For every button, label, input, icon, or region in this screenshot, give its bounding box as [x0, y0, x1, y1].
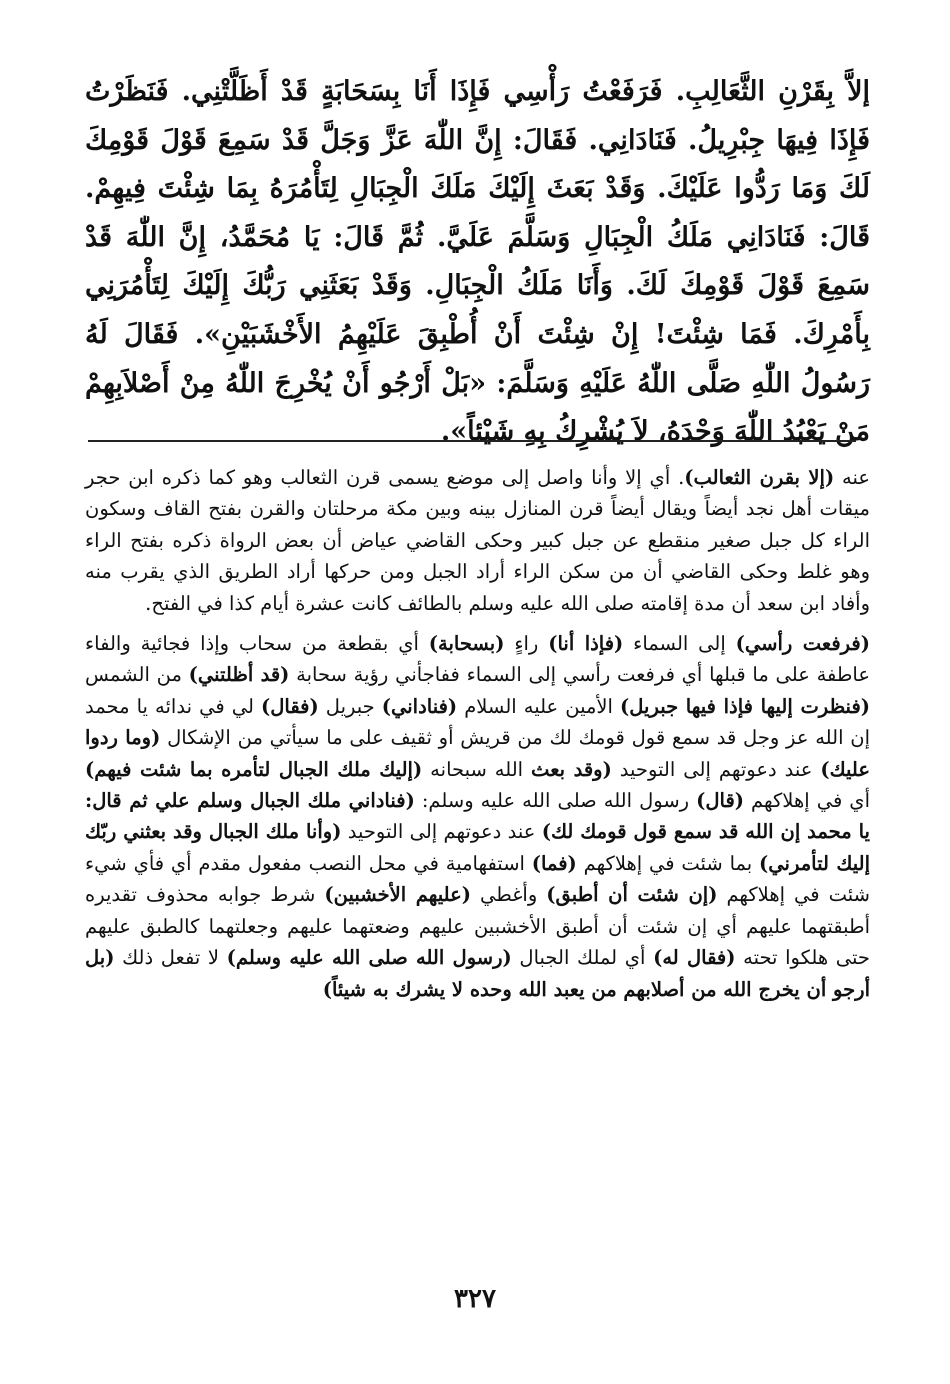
quoted-phrase: (وقد بعث	[531, 757, 612, 781]
quoted-phrase: (رسول الله صلى الله عليه وسلم)	[226, 946, 512, 970]
quoted-phrase: (فما)	[531, 851, 577, 875]
commentary-text: لي في ندائه يا محمد إن الله عز وجل قد سمع قول قومك لك من قريش أو ثقيف على ما سيأتي من الإشكال	[85, 694, 870, 750]
commentary-text: عند دعوتهم إلى التوحيد	[611, 757, 821, 781]
commentary-paragraph-1	[85, 462, 870, 619]
quoted-phrase: (فرفعت رأسي)	[735, 632, 870, 656]
quoted-phrase: (قد أظلتني)	[188, 663, 290, 687]
commentary-text: رسول الله صلى الله عليه وسلم:	[414, 789, 697, 813]
commentary-text: جبريل	[318, 694, 382, 718]
commentary-text: استفهامية في محل النصب مفعول مقدم أي فأي شيء شئت في إهلاكهم	[85, 851, 870, 907]
quoted-phrase: (إلا بقرن الثعالب)	[684, 466, 835, 489]
quoted-phrase: (فناداني ملك الجبال وسلم علي ثم قال: يا محمد إن الله قد سمع قول قومك لك)	[85, 789, 870, 844]
quoted-phrase: (فنظرت إليها فإذا فيها جبريل)	[620, 694, 870, 718]
commentary-text: الله سبحانه	[422, 757, 532, 781]
commentary-text: . أي إلا وأنا واصل إلى موضع يسمى قرن الثعالب وهو كما ذكره ابن حجر ميقات أهل نجد أيضاً ويقال أيضاً قرن المنازل بينه وبين مكة مرحلتان والقرن بفتح القاف وسكون الراء كل جبل صغير منقطع عن جبل كبير وحكى القاضي عياض أن بعض الرواة ذكره بفتح الراء وهو غلط وحكى القاضي أن من سكن الراء أراد الجبل ومن حركها أراد الطريق الذي يقرب منه وأفاد ابن سعد أن مدة إقامته صلى الله عليه وسلم بالطائف كانت عشرة أيام كذا في الفتح.	[85, 466, 871, 615]
commentary-text: راءٍ	[504, 632, 549, 656]
commentary-text: أي لملك الجبال	[511, 946, 654, 970]
quoted-phrase: (فإذا أنا)	[548, 632, 624, 656]
commentary-section	[85, 462, 870, 1005]
commentary-text: عنه	[834, 466, 870, 489]
quoted-phrase: (بل أرجو أن يخرج الله من أصلابهم من يعبد الله وحده لا يشرك به شيئاً)	[85, 946, 870, 1001]
commentary-paragraph-2	[85, 628, 870, 1005]
commentary-text: بما شئت في إهلاكهم	[576, 851, 760, 875]
commentary-text: أي بقطعة من سحاب وإذا فجائية والفاء عاطفة على ما قبلها أي فرفعت رأسي إلى السماء ففاجأني رؤية سحابة	[85, 632, 871, 687]
commentary-text: أي في إهلاكهم	[744, 789, 870, 813]
quoted-phrase: (فقال له)	[653, 946, 736, 970]
commentary-text: شرط جوابه محذوف تقديره أطبقتهما عليهم أي إن شئت أن أطبق الأخشبين عليهم وضعتهما عليهم وجعلتهما كالطبق عليهم حتى هلكوا تحته	[85, 883, 870, 970]
quoted-phrase: (وما ردوا عليك)	[85, 726, 870, 781]
commentary-text: من الشمس	[85, 663, 189, 687]
quoted-phrase: (إليك ملك الجبال لتأمره بما شئت فيهم)	[85, 757, 423, 781]
quoted-phrase: (عليهم الأخشبين)	[324, 883, 471, 907]
commentary-text: عند دعوتهم إلى التوحيد	[341, 820, 542, 844]
quoted-phrase: (فناداني)	[381, 694, 458, 718]
quoted-phrase: (إن شئت أن أطبق)	[546, 883, 718, 907]
quoted-phrase: (فقال)	[260, 694, 319, 718]
hadith-text: إلاَّ بِقَرْنِ الثَّعَالِبِ. فَرَفَعْتُ رَأْسِي فَإِذَا أَنَا بِسَحَابَةٍ قَدْ أَظَلَّتْنِي. فَنَظَرْتُ فَإِذَا فِيهَا جِبْرِيلُ. فَنَادَانِي. فَقَالَ: إِنَّ اللّٰهَ عَزَّ وَجَلَّ قَدْ سَمِعَ قَوْلَ قَوْمِكَ لَكَ وَمَا رَدُّوا عَلَيْكَ. وَقَدْ بَعَثَ إِلَيْكَ مَلَكَ الْجِبَالِ لِتَأْمُرَهُ بِمَا شِئْتَ فِيهِمْ. قَالَ: فَنَادَانِي مَلَكُ الْجِبَالِ وَسَلَّمَ عَلَيَّ. ثُمَّ قَالَ: يَا مُحَمَّدُ، إِنَّ اللّٰهَ قَدْ سَمِعَ قَوْلَ قَوْمِكَ لَكَ. وَأَنَا مَلَكُ الْجِبَالِ. وَقَدْ بَعَثَنِي رَبُّكَ إِلَيْكَ لِتَأْمُرَنِي بِأَمْرِكَ. فَمَا شِئْتَ! إِنْ شِئْتَ أَنْ أُطْبِقَ عَلَيْهِمُ الأَخْشَبَيْنِ». فَقَالَ لَهُ رَسُولُ اللّٰهِ صَلَّى اللّٰهُ عَلَيْهِ وَسَلَّمَ: «بَلْ أَرْجُو أَنْ يُخْرِجَ اللّٰهُ مِنْ أَصْلاَبِهِمْ مَنْ يَعْبُدُ اللّٰهَ وَحْدَهُ، لاَ يُشْرِكُ بِهِ شَيْئاً».	[85, 76, 870, 448]
page-number: ٣٢٧	[454, 1284, 496, 1314]
quoted-phrase: (بسحابة)	[428, 632, 505, 656]
commentary-text: إلى السماء	[623, 632, 736, 656]
quoted-phrase: (قال)	[696, 789, 745, 813]
quoted-phrase: (وأنا ملك الجبال وقد بعثني ربّك إليك لتأمرني)	[85, 820, 870, 875]
commentary-text: لا تفعل ذلك	[114, 946, 227, 970]
commentary-text: الأمين عليه السلام	[457, 694, 621, 718]
footnote-divider	[88, 440, 856, 442]
commentary-text: وأغطي	[470, 883, 547, 907]
